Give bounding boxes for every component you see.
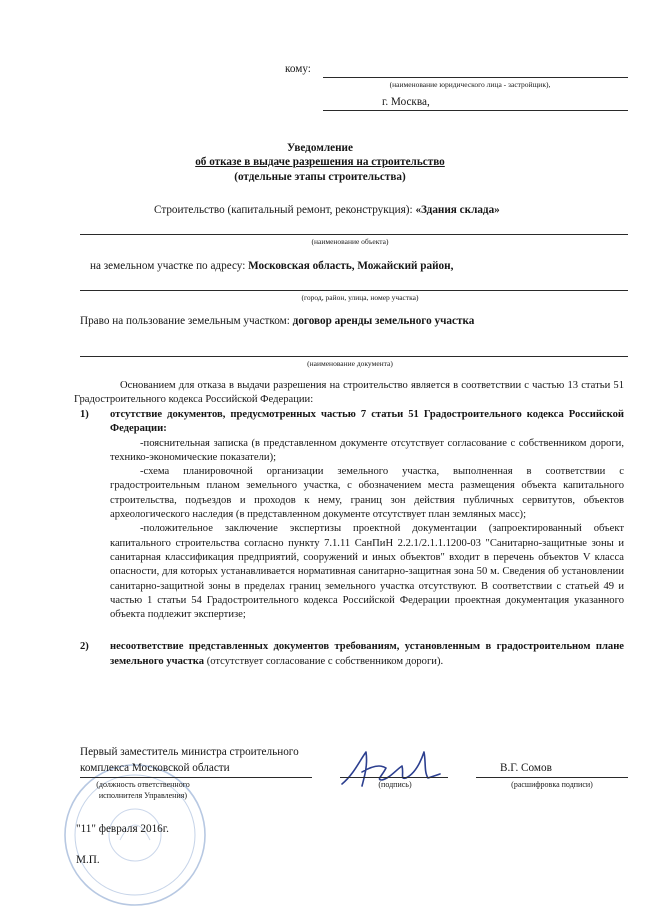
signature-caption: (подпись) <box>378 780 412 789</box>
reason-1-sub-2-text: -схема планировочной организации земельного участка, выполненная в соответствии с градостроительным планом земельного участка, с обозначением места размещения объекта капитального строительства, подъездов и проходов к нему, границ зон действия публичных сервитутов, объектов археологического наследия (в представленном документе отсутствует план земляных масс); <box>110 466 624 521</box>
name-caption: (расшифровка подписи) <box>511 780 593 789</box>
reason-1-sub-1-text: -пояснительная записка (в представленном документе отсутствует согласование с собственником дороги, технико-экономические показатели); <box>110 437 624 463</box>
reason-2-body <box>110 640 624 669</box>
land-caption: (город, район, улица, номер участка) <box>301 293 419 302</box>
reason-2-note: (отсутствует согласование с собственником дороги). <box>206 655 444 667</box>
addressee-city: г. Москва, <box>382 96 430 108</box>
document-date: "11" февраля 2016г. <box>76 823 169 835</box>
construction-object-name: «Здания склада» <box>415 204 500 216</box>
title-line-1: Уведомление <box>287 142 353 154</box>
position-rule <box>80 777 312 778</box>
signatory-position-line-1: Первый заместитель министра строительного <box>80 746 299 758</box>
construction-line <box>154 204 500 216</box>
name-rule <box>476 777 628 778</box>
reason-1-number: 1) <box>80 409 89 420</box>
position-caption-1: (должность ответственного <box>96 780 190 789</box>
construction-prefix: Строительство (капитальный ремонт, реконструкция): <box>154 204 413 216</box>
title-line-2: об отказе в выдаче разрешения на строительство <box>195 156 445 168</box>
right-caption: (наименование документа) <box>307 359 393 368</box>
construction-line-rule <box>80 234 628 235</box>
reason-item-2 <box>80 640 624 669</box>
position-caption-2: исполнителя Управления) <box>98 791 188 800</box>
signatory-name: В.Г. Сомов <box>500 762 552 774</box>
reason-1-sub-3-text: -положительное заключение экспертизы проектной документации (запроектированный объект капитального строительства согласно пункту 7.1.11 СанПиН 2.2.1/2.1.1.1200-03 "Санитарно-защитные зоны и санитарная классификация предприятий, сооружений и иных объектов" входит в перечень объектов V класса опасности, для которых устанавливается нормативная санитарно-защитная зона 50 м. Сведения об установлении санитарно-защитной зоны в пределах границ земельного участка отсутствуют. В соответствии с статьей 49 и частью 1 статьи 54 Градостроительного кодекса Российской Федерации проектная документация указанного объекта подлежит экспертизе; <box>110 523 624 621</box>
right-prefix: Право на пользование земельным участком: <box>80 315 290 327</box>
reason-2-number: 2) <box>80 641 89 653</box>
addressee-city-line <box>323 110 628 111</box>
addressee-line <box>323 77 628 78</box>
reason-2-title: несоответствие представленных документов требованиям, установленным в градостроительном плане земельного участка <box>110 641 624 667</box>
reason-1-sub-1 <box>80 437 624 466</box>
basis-text: Основанием для отказа в выдачи разрешения на строительство является в соответствии с частью 13 статьи 51 Градостроительного кодекса Российской Федерации: <box>74 380 624 406</box>
construction-caption: (наименование объекта) <box>311 237 389 246</box>
basis-paragraph <box>74 379 624 408</box>
right-document: договор аренды земельного участка <box>292 315 475 327</box>
title-line-3: (отдельные этапы строительства) <box>234 171 406 183</box>
seal-label: М.П. <box>76 854 100 866</box>
reason-1-sub-3 <box>80 522 624 622</box>
reason-item-1 <box>80 408 624 437</box>
signature-rule <box>340 777 448 778</box>
right-line <box>80 315 474 327</box>
reason-1-title: отсутствие документов, предусмотренных частью 7 статьи 51 Градостроительного кодекса Российской Федерации: <box>110 409 624 435</box>
land-address: Московская область, Можайский район, <box>248 260 454 272</box>
land-line-rule <box>80 290 628 291</box>
addressee-label: кому: <box>285 63 311 75</box>
land-prefix: на земельном участке по адресу: <box>90 260 246 272</box>
signatory-position-line-2: комплекса Московской области <box>80 762 230 774</box>
addressee-caption: (наименование юридического лица - застройщик), <box>389 80 551 89</box>
right-line-rule <box>80 356 628 357</box>
reasons-list <box>80 408 624 669</box>
reason-1-sub-2 <box>80 465 624 522</box>
land-line <box>90 260 453 272</box>
